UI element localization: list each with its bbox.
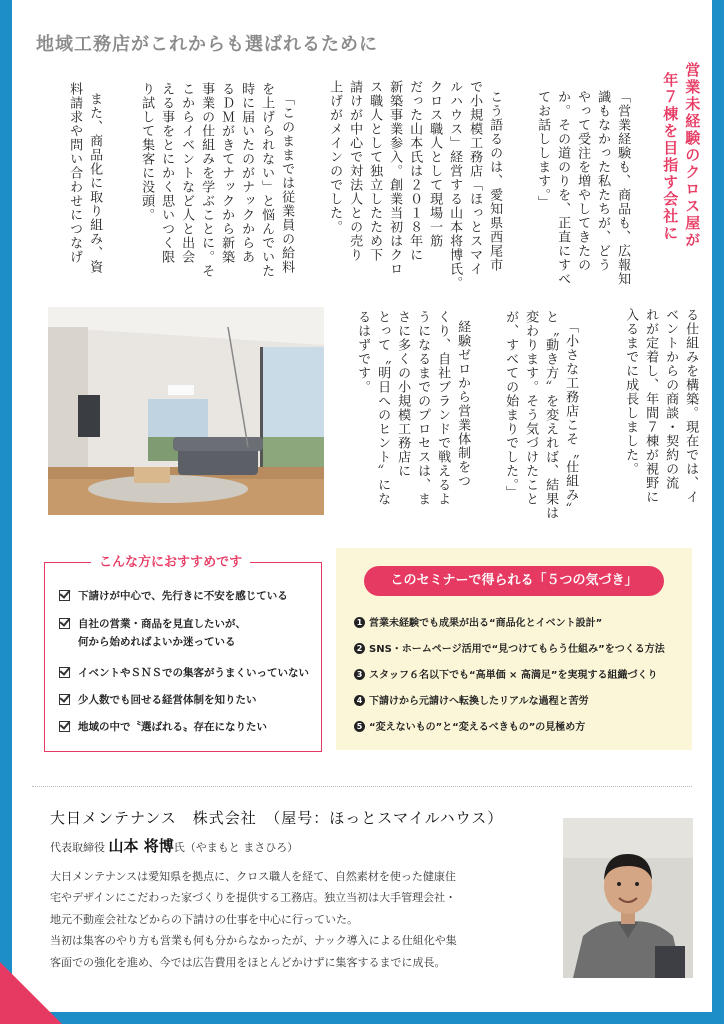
article-heading-line-2: 年７棟を目指す会社に [661,72,680,242]
checkbox-icon [59,667,70,678]
recommend-item-text: 少人数でも回せる経営体制を知りたい [78,694,257,706]
bio-line: 当初は集客のやり方も営業も何も分からなかったが、ナック導入による仕組化や集 [50,934,457,948]
gain-item-text: 営業未経験でも成果が出る“商品化とイベント設計” [369,618,603,629]
article-column: こからイベントなど人と出会 [179,82,195,264]
article-column: 経験ゼロから営業体制をつ [455,320,471,488]
company-bio [50,866,550,973]
article-column: 識もなかった私たちが、どう [595,90,611,272]
article-column: 事業の仕組みを学ぶことに。そ [199,82,215,278]
right-frame-bar [712,0,724,1024]
article-column: とって〝明日へのヒント〟にな [375,310,391,506]
article-column: 変わります。そう気づけたこと [523,310,539,506]
recommend-item [59,615,246,652]
recommend-title: こんな方におすすめです [91,551,250,570]
rep-role: 代表取締役 [50,841,105,854]
article-column: また、商品化に取り組み、資 [87,92,103,274]
article-column: ベントからの商談・契約の流 [663,308,679,490]
article-column: こう語るのは、愛知県西尾市 [487,90,503,272]
gains-title: このセミナーで得られる「５つの気づき」 [364,566,664,596]
recommend-item [59,691,257,709]
article-column: る仕組みを構築。現在では、イ [683,308,699,504]
gain-item [354,640,665,655]
bio-line: 大日メンテナンスは愛知県を拠点に、クロス職人を経て、自然素材を使った健康住 [50,870,456,883]
article-column: やって受注を増やしてきたの [575,90,591,272]
article-column: うになるまでのプロセスは、ま [415,310,431,506]
checkbox-icon [59,618,70,629]
bio-line: 地元不動産会社などからの下請けの仕事を中心に行っていた。 [50,912,358,926]
article-column: 「このままでは従業員の給料 [279,92,295,274]
recommend-item-text: 何から始めればよいか迷っている [78,636,236,649]
bio-line: 宅やデザインにこだわった家づくりを提供する工務店。独立当初は大手管理会社・ [50,891,457,905]
left-frame-bar [0,0,12,1024]
company-name: 大日メンテナンス 株式会社 （屋号：ほっとスマイルハウス） [50,809,504,827]
rep-suffix: 氏（やまもと まさひろ） [173,841,299,854]
checkbox-icon [59,590,70,601]
interior-photo [48,307,324,515]
article-column: 上げがメインのでした。 [327,80,343,234]
article-column: 請けが中心で対法人との売り [347,80,363,262]
recommend-item [59,587,288,605]
gain-item-text: スタッフ６名以下でも“高単価 × 高満足”を実現する組織づくり [369,670,658,681]
article-column: さに多くの小規模工務店に [395,310,411,478]
recommend-box [44,555,322,752]
portrait-photo [563,818,693,978]
number-badge-icon: 2 [354,643,365,654]
article-column: 料請求や問い合わせにつなげ [67,82,83,264]
recommend-item [59,664,309,682]
article-column: を上げられない」と悩んでいた [259,82,275,278]
article-column: 「小さな工務店こそ〝仕組み〟 [563,320,579,516]
article-column: てお話しします。」 [535,90,551,210]
bottom-frame-bar [0,1012,724,1024]
article-column: るＤＭがきてナックから新築 [219,82,235,264]
article-column: か。その道のりを、正直にすべ [555,90,571,286]
bio-line: 客面での強化を進め、今では広告費用をほとんどかけずに集客するまでに成長。 [50,955,446,969]
recommend-item [59,718,267,736]
gain-item [354,692,589,707]
gain-item [354,718,585,733]
article-column: ス職人として独立したため下 [367,80,383,262]
gains-box [336,548,692,750]
article-column: える事をとにかく思いつく限 [159,82,175,264]
gain-item-text: SNS・ホームページ活用で“見つけてもらう仕組み”をつくる方法 [369,644,665,655]
checkbox-icon [59,694,70,705]
article-column: れが定着し、年間７棟が視野に [643,308,659,504]
article-column: 時に届いたのがナックからあ [239,82,255,264]
recommend-item-text: 自社の営業・商品を見直したいが、 [78,618,246,630]
gain-item-text: “変えないもの”と“変えるべきもの”の見極め方 [369,722,586,733]
recommend-item-text: 下請けが中心で、先行きに不安を感じている [78,590,288,602]
article-column: だった山本氏は２０１８年に [407,80,423,262]
article-column: るはずです。 [355,310,371,394]
gain-item-text: 下請けから元請けへ転換したリアルな過程と苦労 [369,696,589,707]
recommend-item-text: 地域の中で〝選ばれる〟存在になりたい [78,721,267,733]
article-heading-line-1: 営業未経験のクロス屋が [683,62,702,249]
representative [50,835,298,856]
article-column: で小規模工務店「ほっとスマイ [467,80,483,276]
profile-divider [32,786,692,787]
number-badge-icon: 4 [354,695,365,706]
gain-item [354,614,602,629]
article-column: 新築事業参入。創業当初はクロ [387,80,403,276]
article-column: ルハウス」経営する山本将博氏。 [447,80,463,290]
article-column: クロス職人として現場一筋 [427,80,443,248]
article-column: くり、自社ブランドで戦えるよ [435,310,451,506]
number-badge-icon: 5 [354,721,365,732]
gain-item [354,666,658,681]
recommend-item-text: イベントやＳＮＳでの集客がうまくいっていない [78,667,309,679]
checkbox-icon [59,721,70,732]
article-column: 「営業経験も、商品も、広報知 [615,90,631,286]
number-badge-icon: 1 [354,617,365,628]
page-title: 地域工務店がこれからも選ばれるために [36,34,378,55]
article-column: が、すべての始まりでした。」 [503,310,519,500]
article-column: 入るまでに成長しました。 [623,308,639,476]
rep-name: 山本 将博 [108,837,174,855]
article-column: と〝動き方〟を変えれば、結果は [543,310,559,520]
number-badge-icon: 3 [354,669,365,680]
article-column: り試して集客に没頭。 [139,82,155,222]
